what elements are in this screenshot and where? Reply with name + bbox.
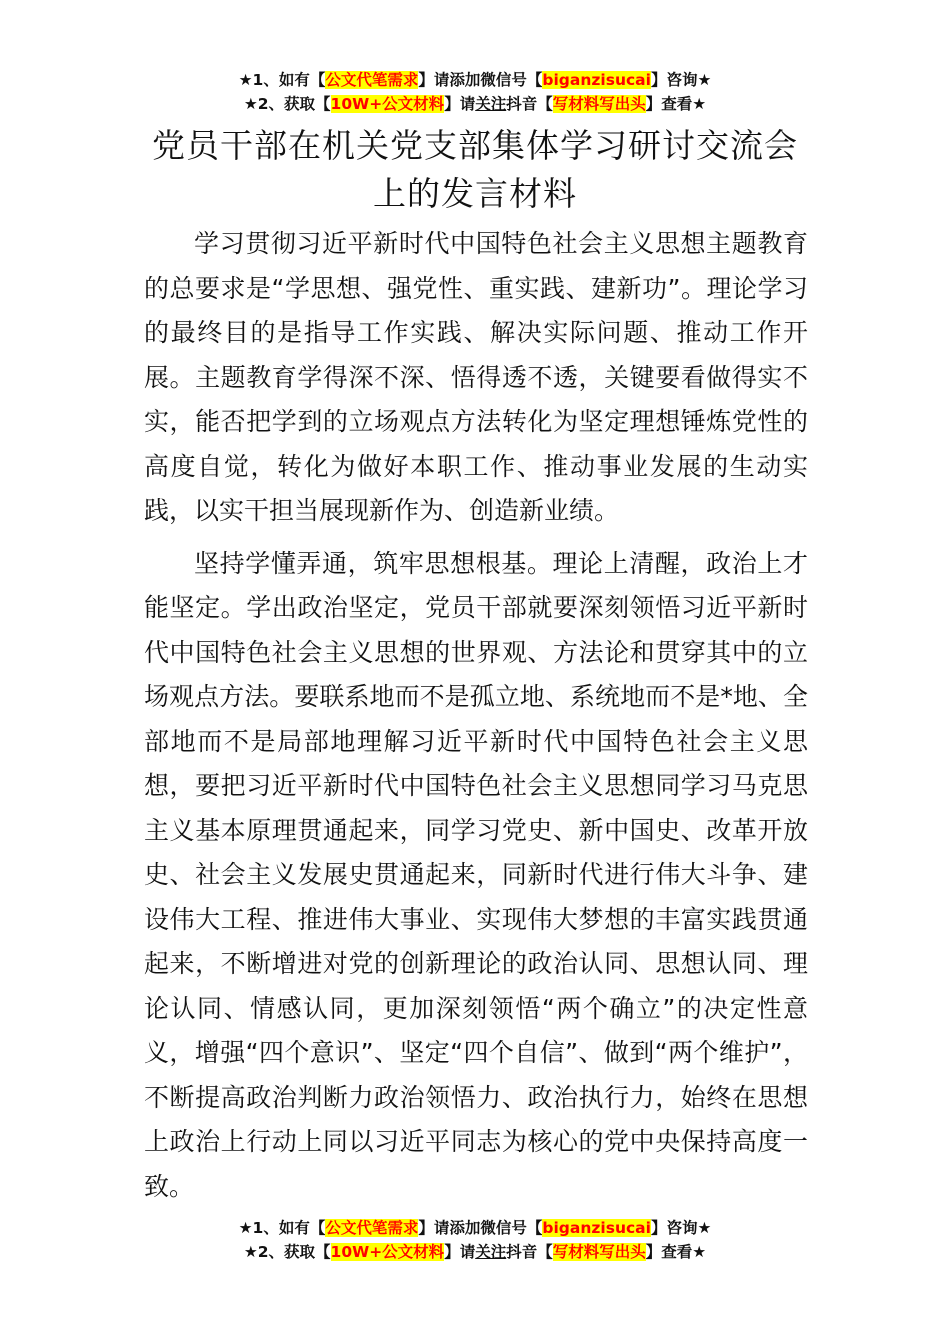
promo-line-1-suffix: 】咨询★ — [650, 71, 712, 89]
promo-line-2-mid2: 抖音【 — [506, 1243, 553, 1261]
promo-line-1-mid: 】请添 — [418, 1219, 465, 1237]
promo-line-2-mid: 】请 — [444, 95, 476, 113]
promo-douyin-id: 写材料写出头 — [552, 95, 646, 113]
document-title: 党员干部在机关党支部集体学习研讨交流会上的发言材料 — [152, 126, 798, 213]
promo-line-2-mid: 】请 — [444, 1243, 476, 1261]
promo-line-1 — [0, 68, 950, 92]
promo-line-2 — [0, 1240, 950, 1264]
document-body — [144, 222, 808, 1217]
promo-line-2-underlined: 关注 — [475, 1243, 507, 1261]
footer-promo-banner — [0, 1216, 950, 1264]
promo-line-2-suffix: 】查看★ — [645, 95, 707, 113]
promo-materials-highlight: 10W+公文材料 — [330, 1243, 445, 1261]
promo-line-1-mid: 】请添 — [418, 71, 465, 89]
promo-line-2 — [0, 92, 950, 116]
header-promo-banner — [0, 68, 950, 116]
promo-douyin-id: 写材料写出头 — [552, 1243, 646, 1261]
promo-line-2-underlined: 关注 — [475, 95, 507, 113]
promo-line-1-prefix: ★1、如有【 — [238, 71, 326, 89]
promo-line-2-prefix: ★2、获取【 — [243, 1243, 331, 1261]
body-paragraph-2: 坚持学懂弄通，筑牢思想根基。理论上清醒，政治上才能坚定。学出政治坚定，党员干部就要深刻领悟习近平新时代中国特色社会主义思想的世界观、方法论和贯穿其中的立场观点方法。要联系地而不是孤立地、系统地而不是*地、全部地而不是局部地理解习近平新时代中国特色社会主义思想，要把习近平新时代中国特色社会主义思想同学习马克思主义基本原理贯通起来，同学习党史、新中国史、改革开放史、社会主义发展史贯通起来，同新时代进行伟大斗争、建设伟大工程、推进伟大事业、实现伟大梦想的丰富实践贯通起来，不断增进对党的创新理论的政治认同、思想认同、理论认同、情感认同，更加深刻领悟“两个确立”的决定性意义，增强“四个意识”、坚定“四个自信”、做到“两个维护”，不断提高政治判断力政治领悟力、政治执行力，始终在思想上政治上行动上同以习近平同志为核心的党中央保持高度一致。 — [144, 548, 808, 1201]
promo-line-1 — [0, 1216, 950, 1240]
promo-line-2-prefix: ★2、获取【 — [243, 95, 331, 113]
promo-line-1-emphasis: 加 — [464, 71, 481, 89]
promo-line-2-mid2: 抖音【 — [506, 95, 553, 113]
promo-line-1-mid2: 微信号【 — [480, 71, 543, 89]
promo-wechat-id: biganzisucai — [542, 71, 651, 89]
promo-line-1-emphasis: 加 — [464, 1219, 481, 1237]
promo-materials-highlight: 10W+公文材料 — [330, 95, 445, 113]
body-paragraph-1: 学习贯彻习近平新时代中国特色社会主义思想主题教育的总要求是“学思想、强党性、重实践、建新功”。理论学习的最终目的是指导工作实践、解决实际问题、推动工作开展。主题教育学得深不深、悟得透不透，关键要看做得实不实，能否把学到的立场观点方法转化为坚定理想锤炼党性的高度自觉，转化为做好本职工作、推动事业发展的生动实践，以实干担当展现新作为、创造新业绩。 — [144, 229, 808, 525]
promo-service-highlight: 公文代笔需求 — [325, 1219, 419, 1237]
promo-line-2-suffix: 】查看★ — [645, 1243, 707, 1261]
promo-line-1-mid2: 微信号【 — [480, 1219, 543, 1237]
promo-line-1-prefix: ★1、如有【 — [238, 1219, 326, 1237]
promo-service-highlight: 公文代笔需求 — [325, 71, 419, 89]
promo-line-1-suffix: 】咨询★ — [650, 1219, 712, 1237]
promo-wechat-id: biganzisucai — [542, 1219, 651, 1237]
